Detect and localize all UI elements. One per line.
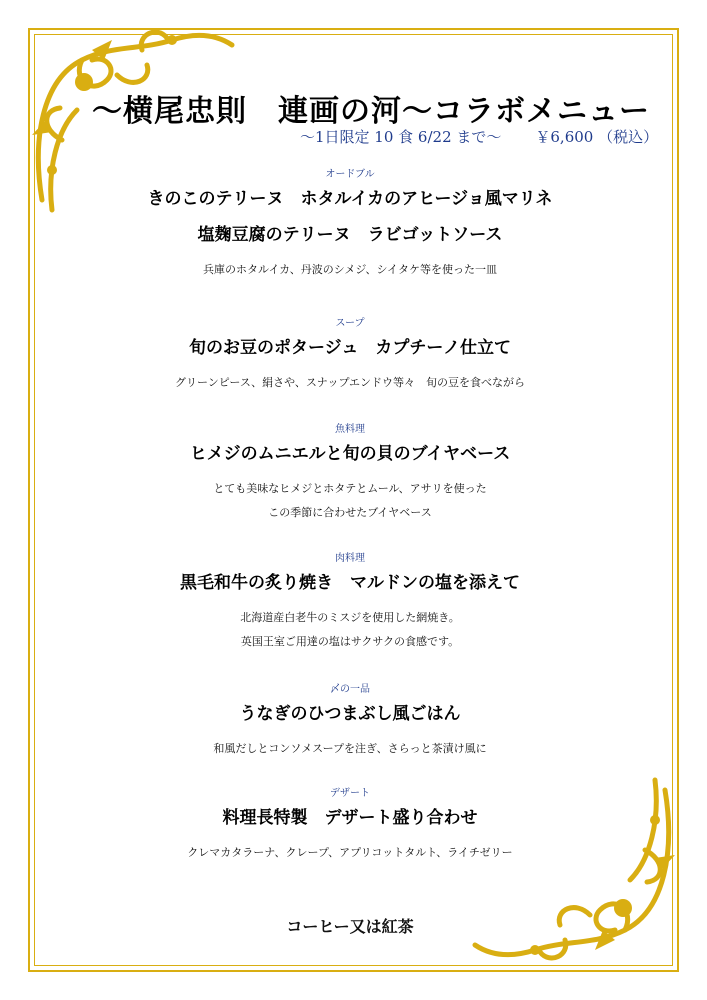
- menu-subtitle: [300, 126, 680, 147]
- course-category: デザート: [330, 788, 370, 799]
- dish-name: 塩麹豆腐のテリーヌ ラビゴットソース: [197, 225, 503, 245]
- dish-name: 黒毛和牛の炙り焼き マルドンの塩を添えて: [180, 573, 520, 593]
- course-hors-doeuvre: [90, 168, 610, 282]
- dish-name: きのこのテリーヌ ホタルイカのアヒージョ風マリネ: [147, 189, 553, 209]
- course-meat: [90, 552, 610, 654]
- course-category: スープ: [335, 318, 365, 329]
- dish-name: ヒメジのムニエルと旬の貝のブイヤベース: [189, 444, 511, 464]
- dish-description: [90, 477, 610, 525]
- course-category: 魚料理: [335, 424, 365, 435]
- course-soup: [90, 317, 610, 395]
- dish-name: 料理長特製 デザート盛り合わせ: [222, 808, 478, 828]
- price-text: ￥6,600 （税込）: [535, 128, 659, 146]
- dish-description: [90, 606, 610, 654]
- dish-description: 和風だしとコンソメスープを注ぎ、さらっと茶漬け風に: [213, 742, 487, 755]
- course-category: 肉料理: [335, 553, 365, 564]
- dish-description: グリーンピース、絹さや、スナップエンドウ等々 旬の豆を食べながら: [175, 376, 525, 389]
- description-line: 英国王室ご用達の塩はサクサクの食感です。: [240, 635, 460, 648]
- menu-title: ～横尾忠則 連画の河～コラボメニュー: [92, 94, 650, 129]
- dish-name: うなぎのひつまぶし風ごはん: [239, 704, 461, 724]
- course-dessert: [90, 787, 610, 865]
- course-final-dish: [90, 683, 610, 761]
- dish-description: クレマカタラーナ、クレープ、アプリコットタルト、ライチゼリー: [187, 846, 513, 859]
- course-fish: [90, 423, 610, 525]
- beverage-text: コーヒー又は紅茶: [286, 917, 414, 936]
- course-category: 〆の一品: [330, 684, 370, 695]
- description-line: この季節に合わせたブイヤベース: [268, 506, 432, 519]
- limited-offer-text: ～1日限定 10 食 6/22 まで～: [300, 128, 502, 146]
- description-line: とても美味なヒメジとホタテとムール、アサリを使った: [213, 482, 487, 495]
- course-category: オードブル: [325, 169, 375, 180]
- dish-name: 旬のお豆のポタージュ カプチーノ仕立て: [189, 338, 511, 358]
- dish-description: 兵庫のホタルイカ、丹波のシメジ、シイタケ等を使った一皿: [203, 263, 497, 276]
- description-line: 北海道産白老牛のミスジを使用した網焼き。: [240, 611, 460, 624]
